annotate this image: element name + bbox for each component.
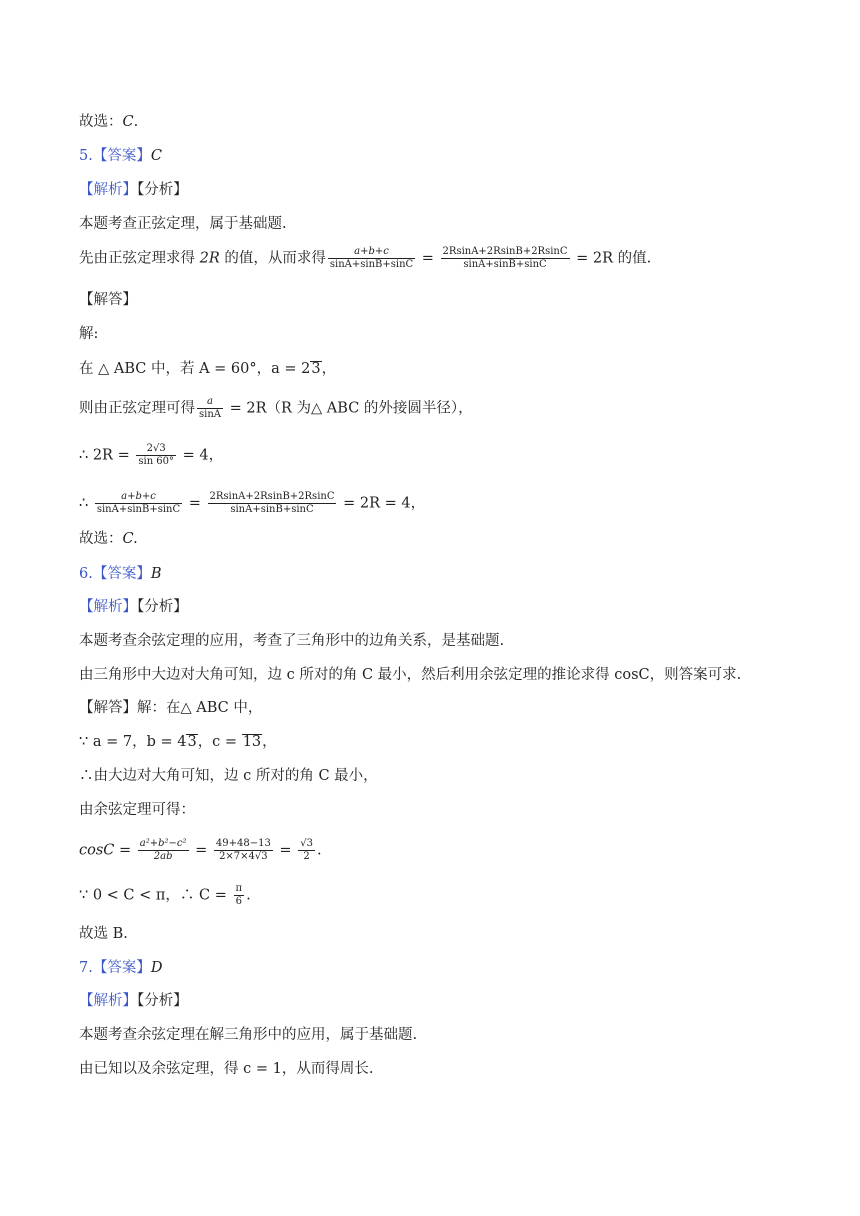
q6-text-9: 故选 B. <box>79 926 128 942</box>
q5-t5a: ∴ 2R = <box>79 447 130 464</box>
q5-jieda: 【解答】 <box>79 292 137 308</box>
q6-fenxi-tag: 【分析】 <box>137 599 188 615</box>
q5-t6-den2: sinA+sinB+sinC <box>230 504 314 515</box>
q5-analysis-header <box>79 181 188 199</box>
q6-text-7: cosC = $\frac{\text{a²+b²−c²}}{2ab}$ = $\frac{49+48-13}{2\times 7\times 4√3}$ = $\frac{√3}{2}$ . <box>79 838 322 862</box>
q5-t2d: = 2R 的值. <box>576 250 652 267</box>
q7-text-2: 由已知以及余弦定理，得 c = 1，从而得周长. <box>79 1061 374 1077</box>
q6-answer-header <box>79 565 162 583</box>
q6-t8-n: π <box>235 883 243 894</box>
q7-text-1: 本题考查余弦定理在解三角形中的应用，属于基础题. <box>79 1027 418 1043</box>
q6-text-3 <box>79 699 262 717</box>
q5-t7: 故选： <box>79 531 123 547</box>
q6-text-4 <box>79 733 277 751</box>
conclusion-answer: C <box>122 114 134 130</box>
q5-fraction-6 <box>208 491 337 516</box>
q7-jiexi-tag: 【解析】 <box>79 993 137 1009</box>
q5-t2c: 的值，从而求得 <box>224 250 326 267</box>
q5-fraction-2 <box>441 246 570 271</box>
q5-f-den2: sinA+sinB+sinC <box>463 259 547 270</box>
q5-text-3 <box>79 360 336 378</box>
q5-text-5 <box>79 443 223 468</box>
q5-f-num2: 2RsinA+2RsinB+2RsinC <box>442 246 568 257</box>
q6-text-8: ∵ 0 < C < π，∴ C = $\frac{\pi}{6}$ . <box>79 883 251 907</box>
q5-t6-num2: 2RsinA+2RsinB+2RsinC <box>209 491 335 502</box>
q5-t4b: = 2R（R 为△ ABC 的外接圆半径）， <box>229 400 473 417</box>
q5-t6a: ∴ <box>79 495 89 512</box>
q5-fraction-3 <box>197 396 223 421</box>
q6-text-6: 由余弦定理可得： <box>79 802 195 818</box>
q6-answer-value: B <box>150 566 162 582</box>
q5-t6-num1: a+b+c <box>95 491 182 504</box>
q5-answer-value: C <box>150 148 162 164</box>
q6-t7-n3: √3 <box>300 838 313 849</box>
q6-t7-n1: a²+b²−c² <box>139 838 187 849</box>
q6-text-5: ∴由大边对大角可知，边 c 所对的角 C 最小， <box>79 768 378 784</box>
q5-t3b-sqrt: 3 <box>311 361 321 377</box>
q7-answer-header <box>79 959 162 977</box>
q5-t2a: 先由正弦定理求得 <box>79 250 195 267</box>
q6-t8-d: 6 <box>235 896 242 907</box>
q5-f-num1: a+b+c <box>328 246 415 259</box>
q6-t4c: ，c = <box>197 734 238 750</box>
q5-t4-num: a <box>197 396 223 409</box>
q6-text-2: 由三角形中大边对大角可知，边 c 所对的角 C 最小，然后利用余弦定理的推论求得 cosC，则答案可求. <box>79 667 742 683</box>
q5-answer-header <box>79 147 162 165</box>
q5-fenxi-tag: 【分析】 <box>137 182 188 198</box>
q6-fraction-1 <box>138 838 189 863</box>
q5-t4-den: sinA <box>199 409 221 420</box>
q5-fraction-1 <box>328 246 415 271</box>
q6-t4b-sqrt: 3 <box>187 734 197 750</box>
q5-number: 5. <box>79 148 93 164</box>
q5-answer-tag: 【答案】 <box>92 148 151 164</box>
q5-t3a: 在 △ ABC 中，若 A = 60°，a = 2 <box>79 361 311 377</box>
q5-text-7 <box>79 530 138 548</box>
q5-jie: 解: <box>79 326 99 342</box>
q5-t4a: 则由正弦定理可得 <box>79 400 195 417</box>
q6-answer-tag: 【答案】 <box>92 566 151 582</box>
q7-number: 7. <box>79 960 93 976</box>
q5-t5b: = 4， <box>182 447 224 464</box>
q5-text-6: ∴ $\frac{a+b+c}{\sin A+\sin B+\sin C}$ = $\frac{2RsinA+2RsinB+2RsinC}{\sin A+\sin B+\sin C}$ = 2R = 4， <box>79 491 426 515</box>
q6-t3a: 【解答】 <box>79 700 137 716</box>
q6-fraction-2 <box>214 838 273 863</box>
q5-t5-num: 2√3 <box>136 443 176 456</box>
q7-analysis-header <box>79 992 188 1010</box>
q5-t6-den1: sinA+sinB+sinC <box>96 504 181 515</box>
q5-t3c: ， <box>321 361 337 377</box>
q5-t2b: 2R <box>199 250 220 267</box>
conclusion-line: 故选：C. <box>79 114 139 130</box>
conclusion-text: 故选： <box>79 114 123 130</box>
q6-t4e: ， <box>262 734 277 750</box>
q5-fraction-5 <box>95 491 182 516</box>
q5-t6b: = 2R = 4， <box>343 495 426 512</box>
q6-t3b: 解：在△ ABC 中， <box>137 700 263 716</box>
q6-analysis-header <box>79 598 188 616</box>
q6-t7a: cosC = <box>79 842 132 859</box>
q6-t4d-sqrt: 13 <box>242 734 262 750</box>
q5-t7-ans: C. <box>122 531 138 547</box>
q6-jiexi-tag: 【解析】 <box>79 599 137 615</box>
q5-text-2: 先由正弦定理求得 2R 的值，从而求得 $\frac{a+b+c}{\sin A+\sin B+\sin C}$ = $\frac{2RsinA+2RsinB+2RsinC}{\sin A+\sin B+\sin C}$ = 2R 的值. <box>79 246 652 270</box>
q6-t7-n2: 49+48−13 <box>215 838 271 849</box>
q6-text-1: 本题考查余弦定理的应用，考查了三角形中的边角关系，是基础题. <box>79 633 505 649</box>
q6-fraction-3 <box>298 838 315 863</box>
q5-text-1: 本题考查正弦定理，属于基础题. <box>79 216 287 232</box>
q6-t7-d1: 2ab <box>153 851 173 862</box>
q6-t4a: ∵ a = 7，b = 4 <box>79 734 187 750</box>
q6-t7-d2: 2×7×4√3 <box>219 851 268 862</box>
q7-answer-value: D <box>150 960 163 976</box>
q5-jiexi-tag: 【解析】 <box>79 182 137 198</box>
q6-fraction-4 <box>234 883 245 908</box>
q5-f-den1: sinA+sinB+sinC <box>329 259 414 270</box>
q7-answer-tag: 【答案】 <box>92 960 151 976</box>
q6-number: 6. <box>79 566 93 582</box>
q5-fraction-4 <box>136 443 176 468</box>
q7-fenxi-tag: 【分析】 <box>137 993 188 1009</box>
q5-t5-den: sin 60° <box>138 456 175 467</box>
q6-t8a: ∵ 0 < C < π，∴ C = <box>79 887 227 904</box>
q5-text-4 <box>79 396 473 421</box>
q6-t7-d3: 2 <box>303 851 310 862</box>
